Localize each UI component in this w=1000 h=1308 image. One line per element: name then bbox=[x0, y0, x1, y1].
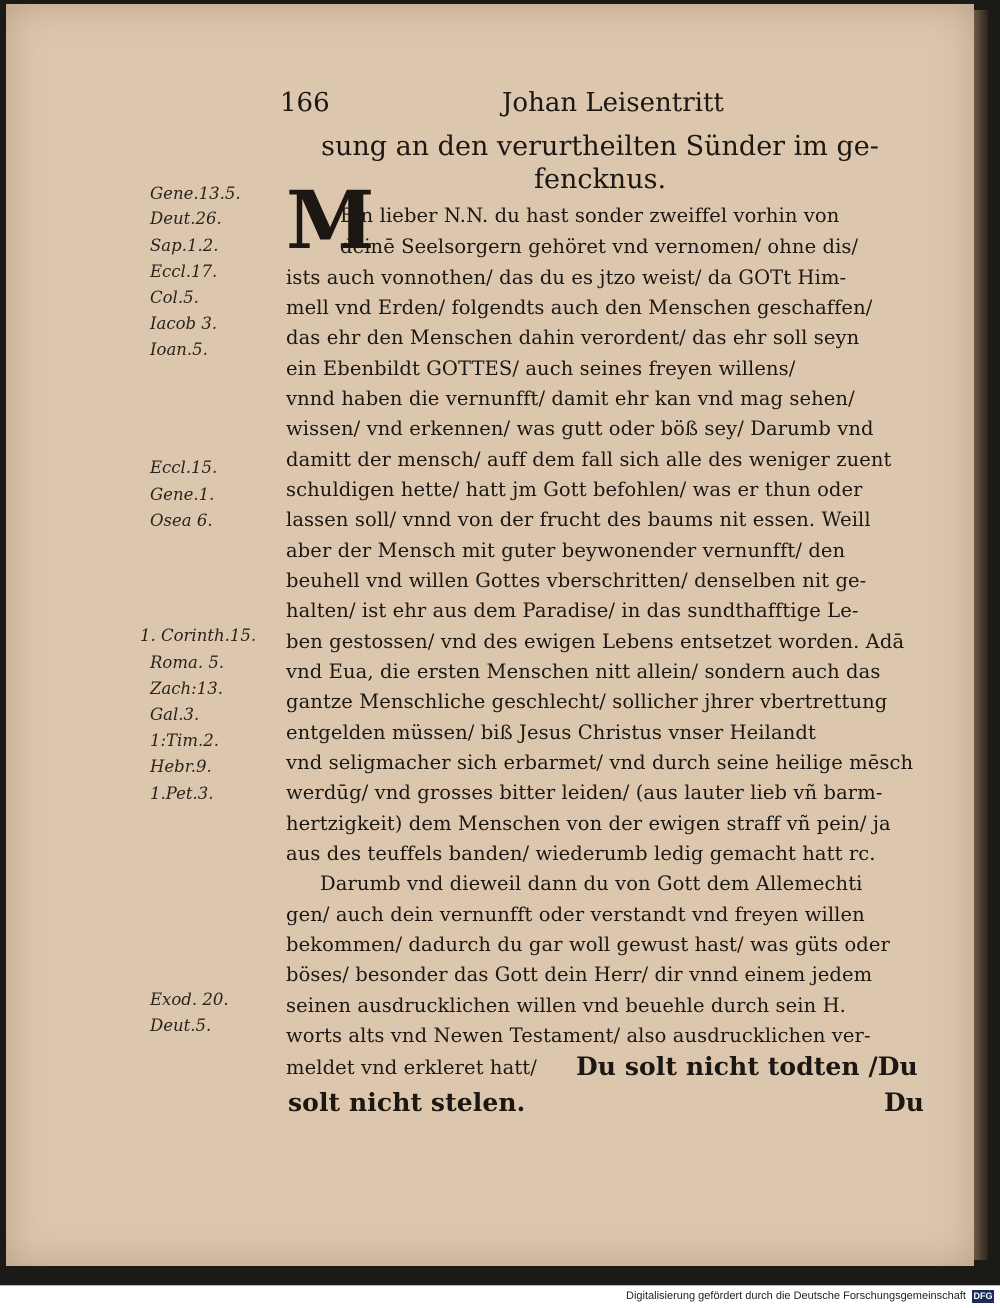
body-line: gantze Menschliche geschlecht/ sollicher jhrer vbertrettung bbox=[286, 690, 888, 713]
body-line: lassen soll/ vnnd von der frucht des baums nit essen. Weill bbox=[286, 508, 871, 531]
body-line: ein Ebenbildt GOTTES/ auch seines freyen willens/ bbox=[286, 357, 796, 380]
body-line: vnd seligmacher sich erbarmet/ vnd durch seine heilige mēsch bbox=[286, 751, 914, 774]
dfg-logo-icon: DFG bbox=[973, 1291, 993, 1301]
body-line: seinen ausdrucklichen willen vnd beuehle durch sein H. bbox=[286, 994, 846, 1017]
body-line: ists auch vonnothen/ das du es jtzo weist/ da GOTt Him- bbox=[286, 266, 847, 289]
section-heading bbox=[320, 130, 880, 196]
margin-note: Gal.3. bbox=[150, 705, 200, 724]
commandment-line-2: solt nicht stelen. bbox=[288, 1088, 526, 1117]
margin-note: Gene.1. bbox=[150, 485, 215, 504]
running-header bbox=[280, 88, 724, 124]
body-line: aus des teuffels banden/ wiederumb ledig gemacht hatt rc. bbox=[286, 842, 876, 865]
margin-note: Eccl.15. bbox=[150, 458, 218, 477]
margin-note: Deut.26. bbox=[150, 209, 222, 228]
body-line: werdūg/ vnd grosses bitter leiden/ (aus lauter lieb vñ barm- bbox=[286, 781, 883, 804]
body-line: das ehr den Menschen dahin verordent/ das ehr soll seyn bbox=[286, 326, 860, 349]
heading-line-2: fencknus. bbox=[533, 164, 667, 195]
footer-bar bbox=[0, 1285, 1000, 1308]
body-line: aber der Mensch mit guter beywonender vernunfft/ den bbox=[286, 539, 846, 562]
drop-initial: M bbox=[286, 173, 375, 267]
commandment-line-1: Du solt nicht todten /Du bbox=[576, 1052, 918, 1081]
margin-note: Gene.13.5. bbox=[150, 184, 241, 203]
footer-credit: Digitalisierung gefördert durch die Deutsche Forschungsgemeinschaft bbox=[626, 1290, 966, 1302]
body-line: beuhell vnd willen Gottes vberschritten/ denselben nit ge- bbox=[286, 569, 867, 592]
margin-note: 1. Corinth.15. bbox=[140, 626, 257, 645]
body-line: wissen/ vnd erkennen/ was gutt oder böß sey/ Darumb vnd bbox=[286, 417, 874, 440]
body-line: entgelden müssen/ biß Jesus Christus vnser Heilandt bbox=[286, 721, 816, 744]
body-line: meldet vnd erkleret hatt/ bbox=[286, 1056, 537, 1079]
margin-note: Deut.5. bbox=[150, 1016, 212, 1035]
page-edge bbox=[974, 10, 988, 1260]
body-line: Ein lieber N.N. du hast sonder zweiffel vorhin von bbox=[340, 204, 840, 227]
body-line: damitt der mensch/ auff dem fall sich alle des weniger zuent bbox=[286, 448, 892, 471]
body-line: Darumb vnd dieweil dann du von Gott dem Allemechti bbox=[320, 872, 863, 895]
body-line: schuldigen hette/ hatt jm Gott befohlen/ was er thun oder bbox=[286, 478, 863, 501]
margin-note: Sap.1.2. bbox=[150, 236, 219, 255]
heading-line-1: sung an den verurtheilten Sünder im ge- bbox=[321, 131, 879, 162]
body-line: worts alts vnd Newen Testament/ also ausdrucklichen ver- bbox=[286, 1024, 871, 1047]
margin-note: 1:Tim.2. bbox=[150, 731, 219, 750]
body-line: vnd Eua, die ersten Menschen nitt allein/ sondern auch das bbox=[286, 660, 881, 683]
body-line: bekommen/ dadurch du gar woll gewust hast/ was güts oder bbox=[286, 933, 890, 956]
margin-note: Roma. 5. bbox=[150, 653, 225, 672]
margin-note: Exod. 20. bbox=[150, 990, 229, 1009]
margin-note: Iacob 3. bbox=[150, 314, 218, 333]
book-page bbox=[6, 4, 974, 1266]
margin-note: 1.Pet.3. bbox=[150, 784, 214, 803]
body-line: böses/ besonder das Gott dein Herr/ dir vnnd einem jedem bbox=[286, 963, 873, 986]
margin-note: Zach:13. bbox=[150, 679, 223, 698]
margin-note: Hebr.9. bbox=[150, 757, 212, 776]
catchword: Du bbox=[884, 1088, 925, 1117]
margin-note: Osea 6. bbox=[150, 511, 213, 530]
margin-note: Eccl.17. bbox=[150, 262, 218, 281]
body-line: gen/ auch dein vernunfft oder verstandt vnd freyen willen bbox=[286, 903, 865, 926]
body-line: vnnd haben die vernunfft/ damit ehr kan vnd mag sehen/ bbox=[286, 387, 855, 410]
running-head: Johan Leisentritt bbox=[502, 88, 724, 118]
margin-note: Ioan.5. bbox=[150, 340, 208, 359]
body-line: ben gestossen/ vnd des ewigen Lebens entsetzet worden. Adā bbox=[286, 630, 905, 653]
page-number: 166 bbox=[280, 88, 330, 118]
margin-note: Col.5. bbox=[150, 288, 199, 307]
body-line: hertzigkeit) dem Menschen von der ewigen straff vñ pein/ ja bbox=[286, 812, 891, 835]
body-line: deinē Seelsorgern gehöret vnd vernomen/ ohne dis/ bbox=[340, 235, 859, 258]
body-line: mell vnd Erden/ folgendts auch den Menschen geschaffen/ bbox=[286, 296, 873, 319]
body-line: halten/ ist ehr aus dem Paradise/ in das sundthafftige Le- bbox=[286, 599, 859, 622]
